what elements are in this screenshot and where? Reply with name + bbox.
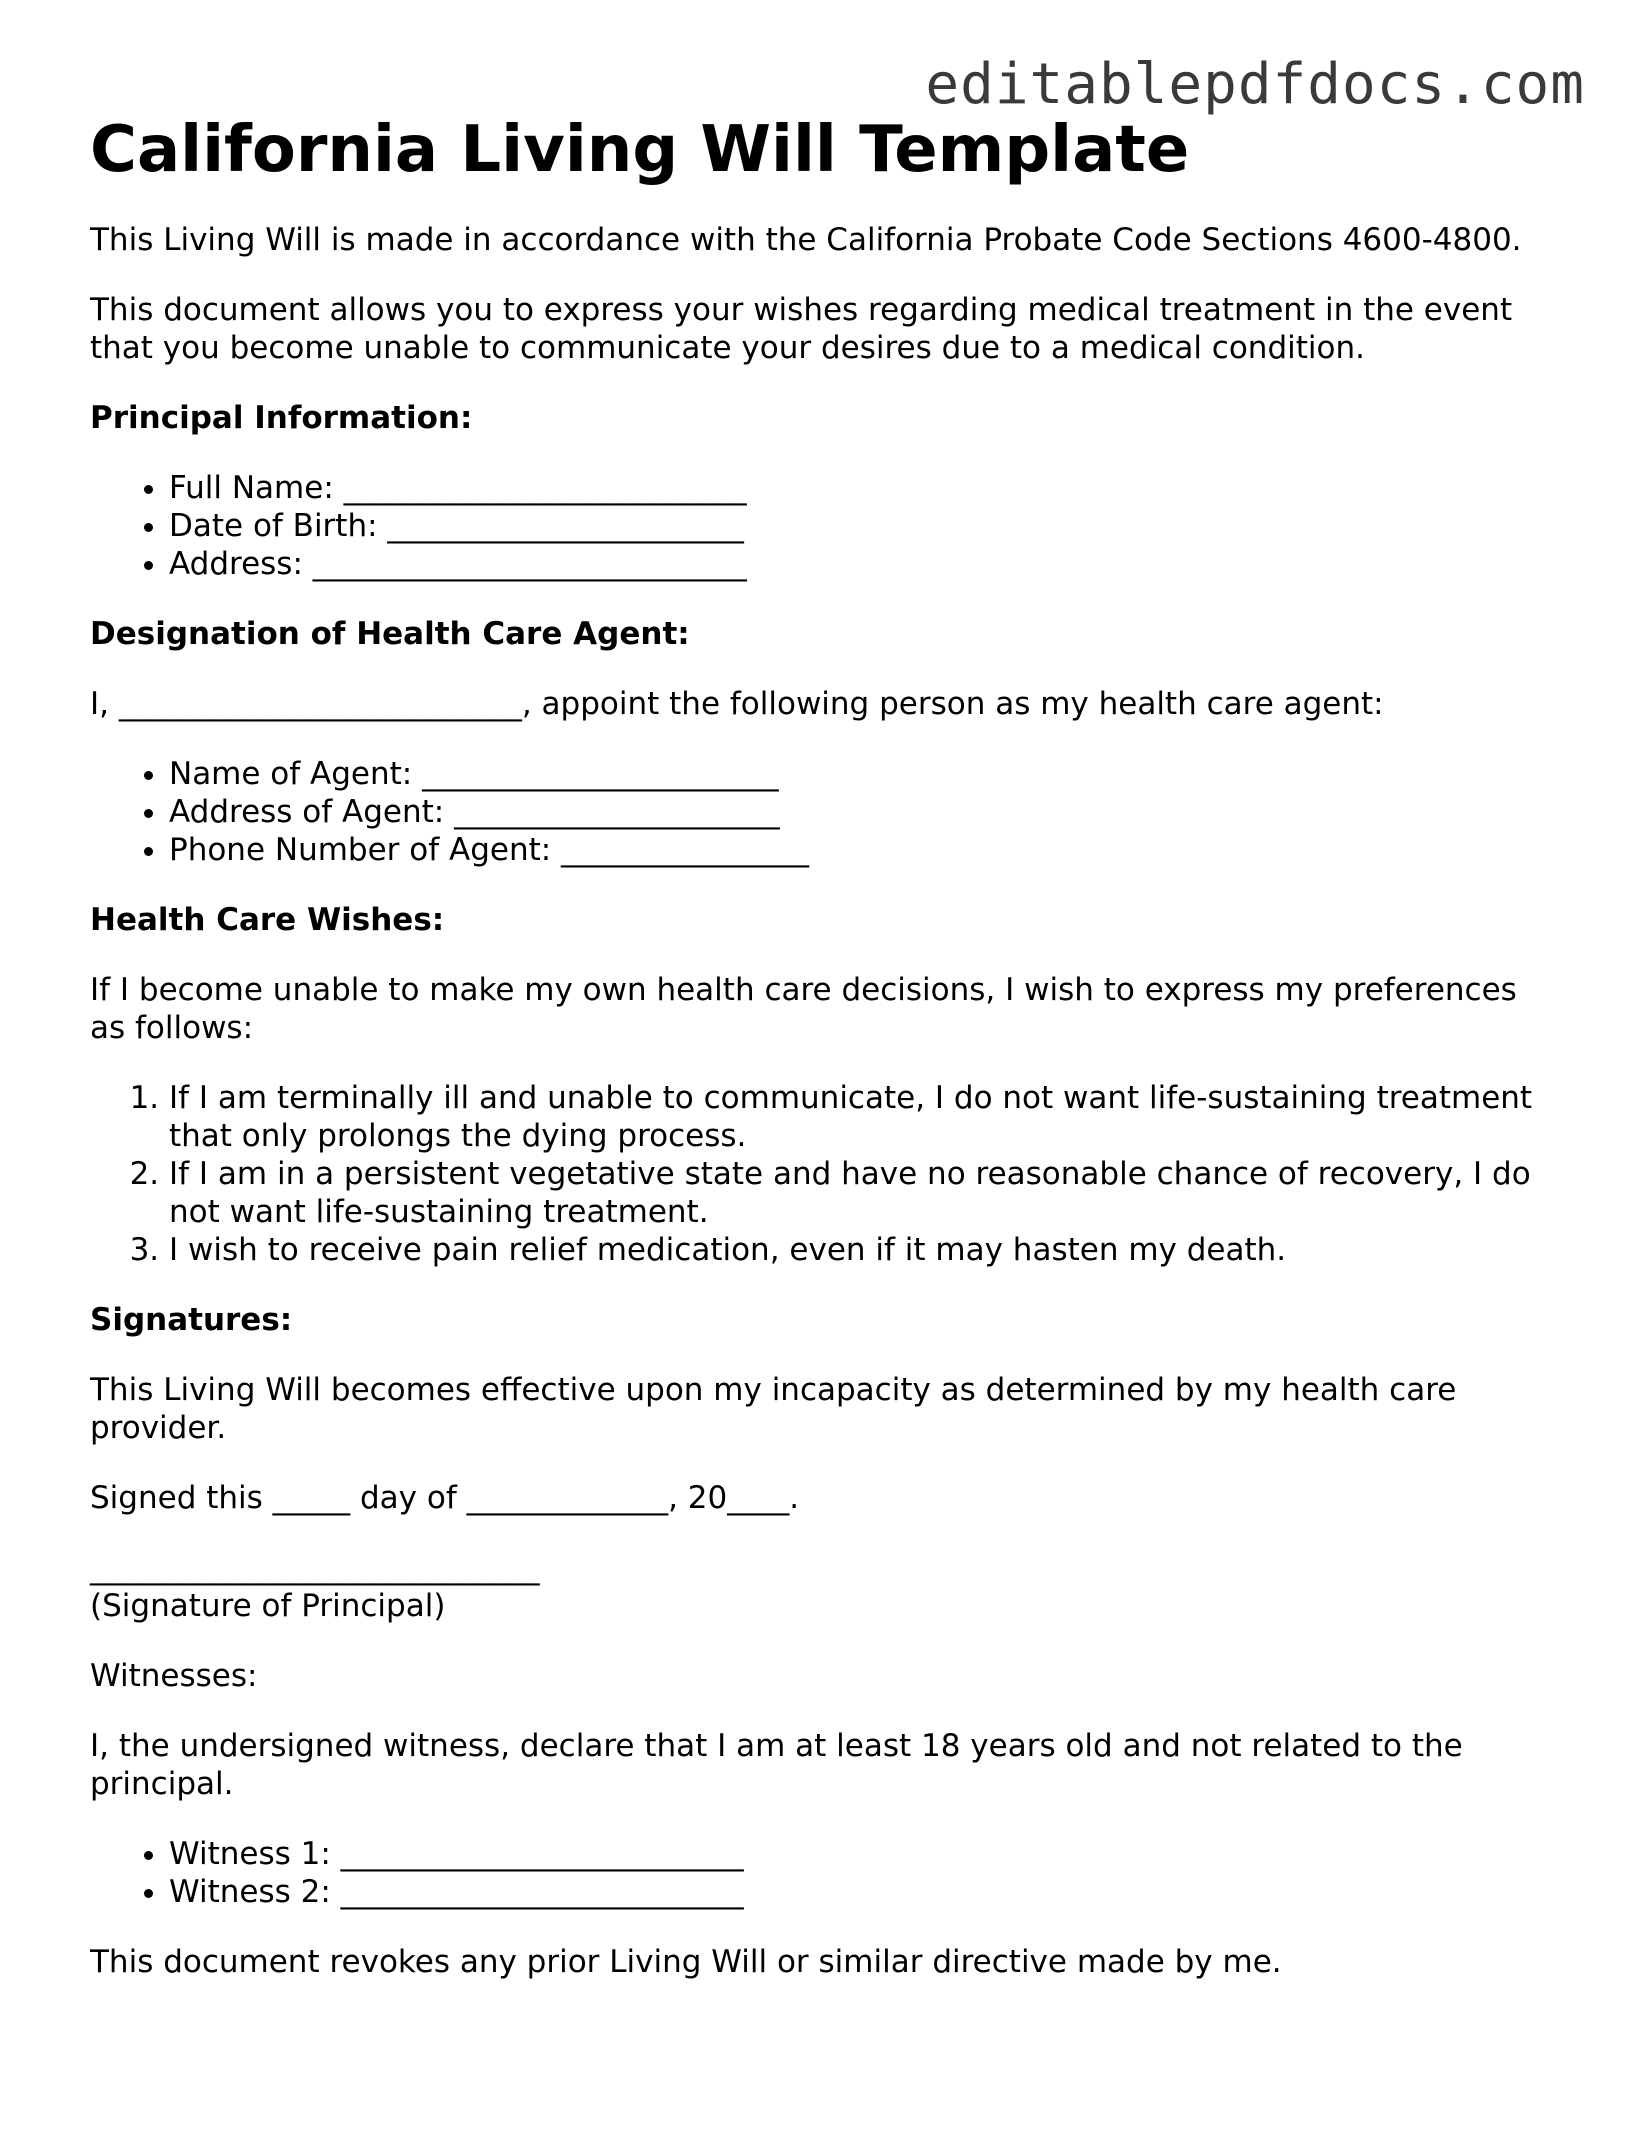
agent-phone-field: • Phone Number of Agent: ________________ <box>169 831 1550 869</box>
full-name-field: • Full Name: __________________________ <box>169 469 1550 507</box>
document-page <box>90 110 1550 2013</box>
agent-name-field: • Name of Agent: _______________________ <box>169 755 1550 793</box>
intro-paragraph-2: This document allows you to express your wishes regarding medical treatment in the event that you become unable to communicate your desires due to a medical condition. <box>90 292 1513 366</box>
witnesses-label: Witnesses: <box>90 1658 258 1694</box>
principal-signature-blank: _____________________________ <box>90 1550 540 1586</box>
wishes-list <box>90 1079 1550 1269</box>
page-title: California Living Will Template <box>90 113 1190 187</box>
agent-statement: I, __________________________, appoint the following person as my health care agent: <box>90 686 1384 722</box>
wish-item: 3. I wish to receive pain relief medication, even if it may hasten my death. <box>169 1231 1550 1269</box>
wish-item: 2. If I am in a persistent vegetative state and have no reasonable chance of recovery, I do not want life-sustaining treatment. <box>169 1155 1550 1231</box>
witness-2-field: • Witness 2: __________________________ <box>169 1873 1550 1911</box>
effective-statement: This Living Will becomes effective upon my incapacity as determined by my health care provider. <box>90 1372 1457 1446</box>
intro-paragraph-1: This Living Will is made in accordance with the California Probate Code Sections 4600-4800. <box>90 222 1522 258</box>
wish-item: 1. If I am terminally ill and unable to communicate, I do not want life-sustaining treatment that only prolongs the dying process. <box>169 1079 1550 1155</box>
wishes-heading: Health Care Wishes: <box>90 902 445 938</box>
signed-date-line: Signed this _____ day of _____________, 20____. <box>90 1480 800 1516</box>
principal-fields <box>90 469 1550 583</box>
date-of-birth-field: • Date of Birth: _______________________ <box>169 507 1550 545</box>
address-field: • Address: ____________________________ <box>169 545 1550 583</box>
revocation-statement: This document revokes any prior Living Will or similar directive made by me. <box>90 1944 1282 1980</box>
signatures-heading: Signatures: <box>90 1302 293 1338</box>
witness-fields <box>90 1835 1550 1911</box>
principal-signature-label: (Signature of Principal) <box>90 1588 446 1624</box>
agent-address-field: • Address of Agent: _____________________ <box>169 793 1550 831</box>
wishes-intro: If I become unable to make my own health care decisions, I wish to express my preferences as follows: <box>90 972 1517 1046</box>
agent-heading: Designation of Health Care Agent: <box>90 616 690 652</box>
witness-1-field: • Witness 1: __________________________ <box>169 1835 1550 1873</box>
agent-fields <box>90 755 1550 869</box>
witness-declaration: I, the undersigned witness, declare that I am at least 18 years old and not related to the principal. <box>90 1728 1463 1802</box>
principal-heading: Principal Information: <box>90 400 473 436</box>
watermark: editablepdfdocs.com <box>925 52 1585 117</box>
